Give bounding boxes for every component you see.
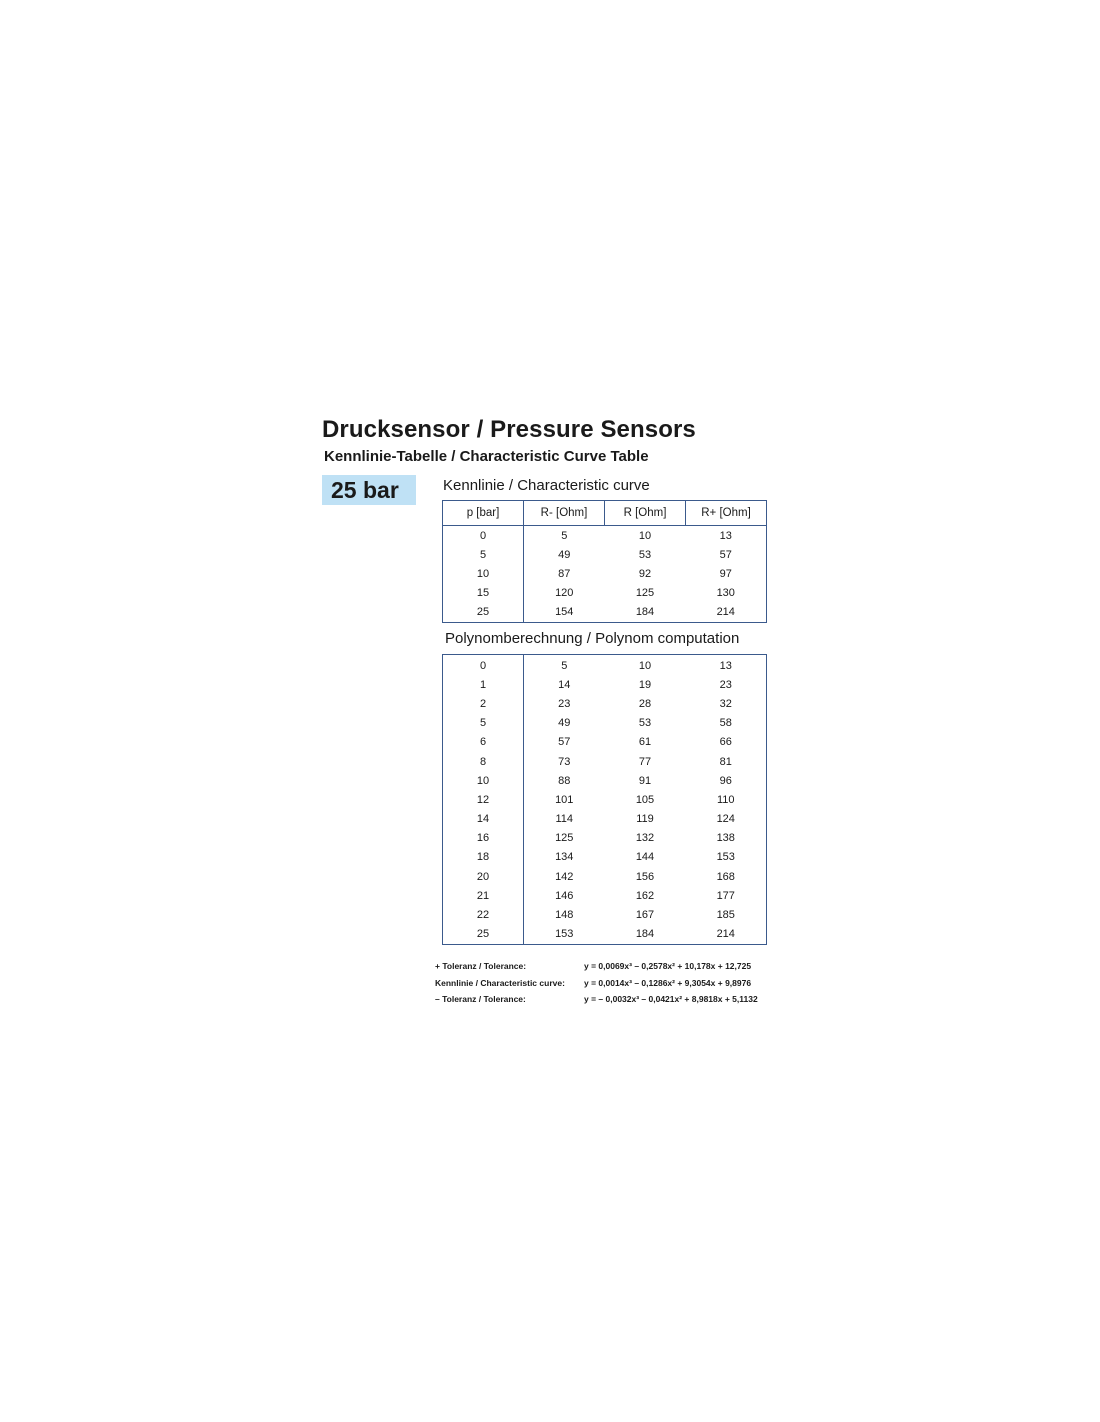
table-cell: 58 [719, 717, 732, 730]
table-cell: 5 [524, 526, 605, 546]
table-cell: 22 [476, 909, 490, 922]
table-row [443, 584, 767, 603]
table-cell: 125 [524, 829, 605, 848]
formula-expression: y = 0,0014x³ – 0,1286x² + 9,3054x + 9,8976 [584, 977, 752, 988]
table-cell: 73 [524, 752, 605, 771]
table-cell: 8 [479, 755, 487, 768]
table-cell: 14 [524, 675, 605, 694]
table-row [443, 905, 767, 924]
table-cell: 53 [638, 717, 652, 730]
table-cell: 134 [524, 848, 605, 867]
header-r-plus: R+ [Ohm] [686, 501, 767, 526]
table-cell: 6 [479, 736, 487, 749]
formula-expression: y = – 0,0032x³ – 0,0421x² + 8,9818x + 5,1132 [584, 994, 758, 1004]
page-subtitle: Kennlinie-Tabelle / Characteristic Curve Table [324, 448, 649, 465]
table-cell: 138 [716, 832, 735, 845]
table-cell: 214 [716, 606, 735, 619]
table-row [443, 752, 767, 771]
page-title: Drucksensor / Pressure Sensors [322, 416, 696, 443]
table-cell: 148 [524, 905, 605, 924]
table-cell: 142 [524, 867, 605, 886]
table-cell: 167 [635, 909, 655, 922]
header-r-minus: R- [Ohm] [524, 501, 605, 526]
table-row [443, 655, 767, 676]
table-cell: 110 [716, 793, 735, 806]
table-cell: 153 [716, 851, 735, 864]
table-row [443, 545, 767, 564]
table-cell: 57 [719, 548, 732, 561]
table-cell: 1 [479, 678, 487, 691]
header-pressure: p [bar] [443, 501, 524, 526]
polynom-computation-table [442, 654, 767, 945]
table-cell: 132 [635, 832, 655, 845]
table-cell: 214 [716, 928, 735, 941]
table-cell: 18 [476, 851, 490, 864]
table-cell: 32 [719, 697, 732, 710]
table-cell: 5 [479, 548, 487, 561]
table-cell: 185 [716, 909, 735, 922]
table-cell: 162 [635, 889, 655, 902]
table-cell: 144 [635, 851, 655, 864]
table-cell: 5 [479, 717, 487, 730]
table-cell: 156 [635, 870, 655, 883]
pressure-range-badge: 25 bar [322, 475, 416, 505]
table-cell: 92 [638, 567, 652, 580]
table-cell: 61 [638, 736, 652, 749]
table-row [443, 603, 767, 623]
table-cell: 87 [524, 564, 605, 583]
table-row [443, 848, 767, 867]
table-cell: 77 [638, 755, 652, 768]
table-row [443, 675, 767, 694]
poly-table-heading: Polynomberechnung / Polynom computation [445, 630, 740, 647]
table-row [443, 790, 767, 809]
formula-label: – Toleranz / Tolerance: [435, 994, 526, 1004]
table-cell: 19 [638, 678, 652, 691]
table-cell: 10 [638, 659, 652, 672]
table-cell: 184 [635, 928, 655, 941]
characteristic-curve-table [442, 500, 767, 623]
table-cell: 168 [716, 870, 735, 883]
table-cell: 66 [719, 736, 732, 749]
table-cell: 10 [476, 567, 490, 580]
table-cell: 88 [524, 771, 605, 790]
table-cell: 154 [524, 603, 605, 623]
table-cell: 130 [716, 587, 735, 600]
table-cell: 23 [719, 678, 732, 691]
table-cell: 0 [479, 529, 487, 542]
table-cell: 25 [476, 606, 490, 619]
formula-expression: y = 0,0069x³ – 0,2578x² + 10,178x + 12,725 [584, 961, 752, 971]
table-row [443, 829, 767, 848]
table-row [443, 694, 767, 713]
table-row [443, 771, 767, 790]
table-row [443, 925, 767, 945]
table-cell: 120 [524, 584, 605, 603]
table-cell: 10 [638, 529, 652, 542]
table-row [443, 867, 767, 886]
table-cell: 125 [635, 587, 655, 600]
table-row [443, 810, 767, 829]
table-cell: 49 [524, 545, 605, 564]
table-cell: 28 [638, 697, 652, 710]
table-row [443, 886, 767, 905]
header-r: R [Ohm] [605, 501, 686, 526]
table-cell: 184 [635, 606, 655, 619]
table-header-row [443, 501, 767, 526]
table-cell: 10 [476, 774, 490, 787]
table-cell: 16 [476, 832, 490, 845]
table-cell: 57 [524, 733, 605, 752]
table-cell: 105 [635, 793, 655, 806]
table-cell: 81 [719, 755, 732, 768]
table-cell: 114 [524, 810, 605, 829]
table-cell: 20 [476, 870, 490, 883]
table-cell: 12 [476, 793, 490, 806]
table-cell: 5 [524, 655, 605, 676]
table-cell: 146 [524, 886, 605, 905]
table-cell: 25 [476, 928, 490, 941]
curve-table-heading: Kennlinie / Characteristic curve [443, 477, 650, 494]
table-cell: 14 [476, 813, 490, 826]
table-cell: 101 [524, 790, 605, 809]
table-cell: 23 [524, 694, 605, 713]
table-cell: 21 [476, 889, 490, 902]
formula-label: Kennlinie / Characteristic curve: [435, 977, 565, 988]
table-cell: 13 [719, 659, 732, 672]
table-row [443, 733, 767, 752]
table-cell: 119 [636, 813, 654, 826]
table-cell: 2 [479, 697, 487, 710]
formula-label: + Toleranz / Tolerance: [435, 961, 527, 971]
table-cell: 97 [719, 567, 732, 580]
table-cell: 91 [638, 774, 652, 787]
table-row [443, 714, 767, 733]
table-cell: 15 [476, 587, 490, 600]
table-row [443, 564, 767, 583]
table-row [443, 526, 767, 546]
table-cell: 0 [479, 659, 487, 672]
table-cell: 13 [719, 529, 732, 542]
table-cell: 177 [716, 889, 735, 902]
table-cell: 153 [524, 925, 605, 945]
table-cell: 53 [638, 548, 652, 561]
table-cell: 96 [719, 774, 732, 787]
table-cell: 49 [524, 714, 605, 733]
table-cell: 124 [716, 813, 735, 826]
